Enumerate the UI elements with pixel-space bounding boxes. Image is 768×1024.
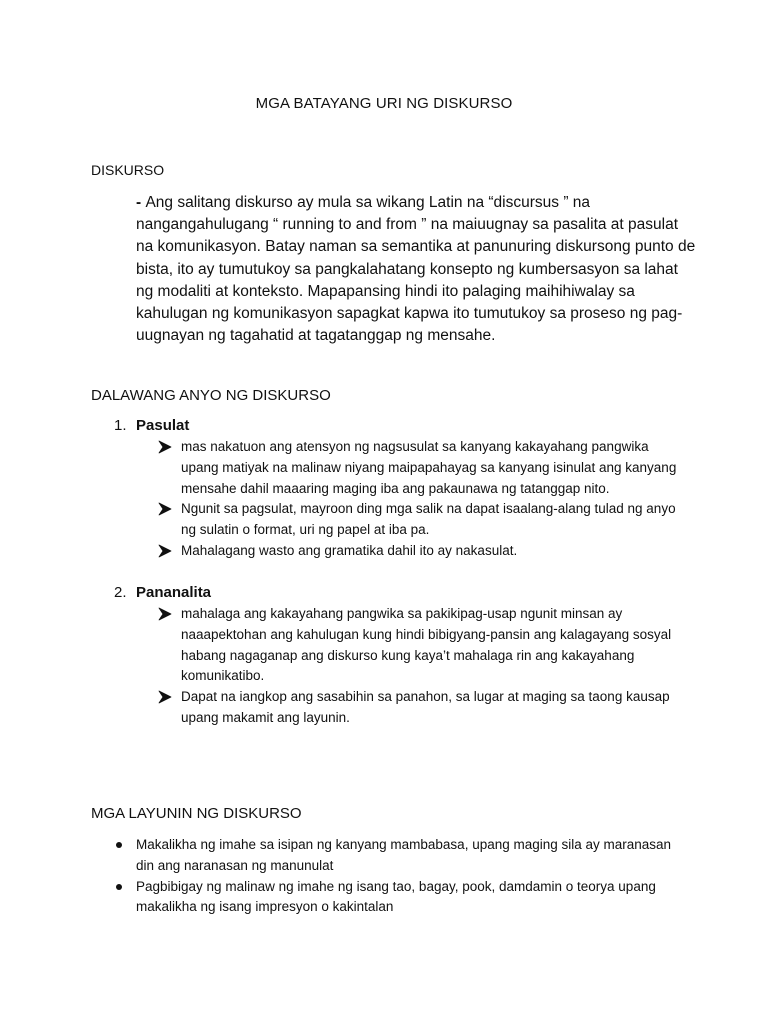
arrowhead-bullet-icon (158, 502, 172, 516)
arrowhead-bullet-icon (158, 607, 172, 621)
list-item-text: mahalaga ang kakayahang pangwika sa pakikipag-usap ngunit minsan ay naaapektohan ang kahulugan kung hindi bibigyang-pansin ang kalagayang sosyal habang nagaganap ang diskurso kung kaya’t mahalaga rin ang kakayahang komunikatibo. (181, 606, 672, 684)
arrowhead-bullet-icon (158, 544, 172, 558)
list-item (158, 687, 688, 729)
pasulat-points (158, 437, 688, 562)
list-item (158, 541, 688, 562)
list-item-text: Makalikha ng imahe sa isipan ng kanyang mambabasa, upang maging sila ay maranasan din ang naranasan ng manunulat (136, 837, 672, 873)
section-heading-layunin: MGA LAYUNIN NG DISKURSO (91, 805, 302, 822)
list-item (158, 604, 688, 687)
section-heading-diskurso: DISKURSO (91, 162, 165, 178)
list-item-text: Dapat na iangkop ang sasabihin sa panahon, sa lugar at maging sa taong kausap upang makamit ang layunin. (181, 689, 670, 725)
numbered-item-pananalita (114, 584, 211, 601)
definition-paragraph (136, 192, 696, 347)
pananalita-points (158, 604, 688, 729)
arrowhead-bullet-icon (158, 690, 172, 704)
paragraph-dash: - (136, 194, 146, 211)
round-bullet-icon (116, 842, 122, 848)
item-label: Pasulat (136, 417, 190, 434)
document-title: MGA BATAYANG URI NG DISKURSO (255, 95, 513, 112)
section-heading-dalawang-anyo: DALAWANG ANYO NG DISKURSO (91, 387, 331, 404)
list-item-text: Pagbibigay ng malinaw ng imahe ng isang tao, bagay, pook, damdamin o teorya upang makalikha ng isang impresyon o kakintalan (136, 878, 656, 915)
list-item (158, 499, 688, 541)
list-item (114, 835, 684, 877)
item-number: 2. (114, 584, 127, 601)
item-number: 1. (114, 417, 127, 434)
list-item-text: Mahalagang wasto ang gramatika dahil ito ay nakasulat. (181, 542, 518, 558)
list-item (158, 437, 688, 499)
round-bullet-icon (116, 884, 122, 890)
list-item-text: mas nakatuon ang atensyon ng nagsusulat sa kanyang kakayahang pangwika upang matiyak na malinaw niyang maipapahayag sa kanyang isinulat ang kanyang mensahe dahil maaaring maging iba ang pakaunawa ng tatanggap nito. (181, 439, 677, 496)
paragraph-text: Ang salitang diskurso ay mula sa wikang Latin na “discursus ” na nangangahulugang “ running to and from ” na maiuugnay sa pasalita at pasulat na komunikasyon. Batay naman sa semantika at panunuring diskursong punto de bista, ito ay tumutukoy sa pangkalahatang konsepto ng kumbersasyon sa lahat ng modaliti at konteksto. Mapapansing hindi ito palaging maihihiwalay sa kahulugan ng komunikasyon sapagkat kapwa ito tumutukoy sa proseso ng pag-uugnayan ng tagahatid at tagatanggap ng mensahe. (136, 194, 696, 345)
layunin-bullets (114, 835, 684, 918)
list-item-text: Ngunit sa pagsulat, mayroon ding mga salik na dapat isaalang-alang tulad ng anyo ng sulatin o format, uri ng papel at iba pa. (181, 501, 676, 538)
numbered-item-pasulat (114, 417, 189, 434)
arrowhead-bullet-icon (158, 440, 172, 454)
list-item (114, 877, 684, 919)
item-label: Pananalita (136, 584, 212, 601)
